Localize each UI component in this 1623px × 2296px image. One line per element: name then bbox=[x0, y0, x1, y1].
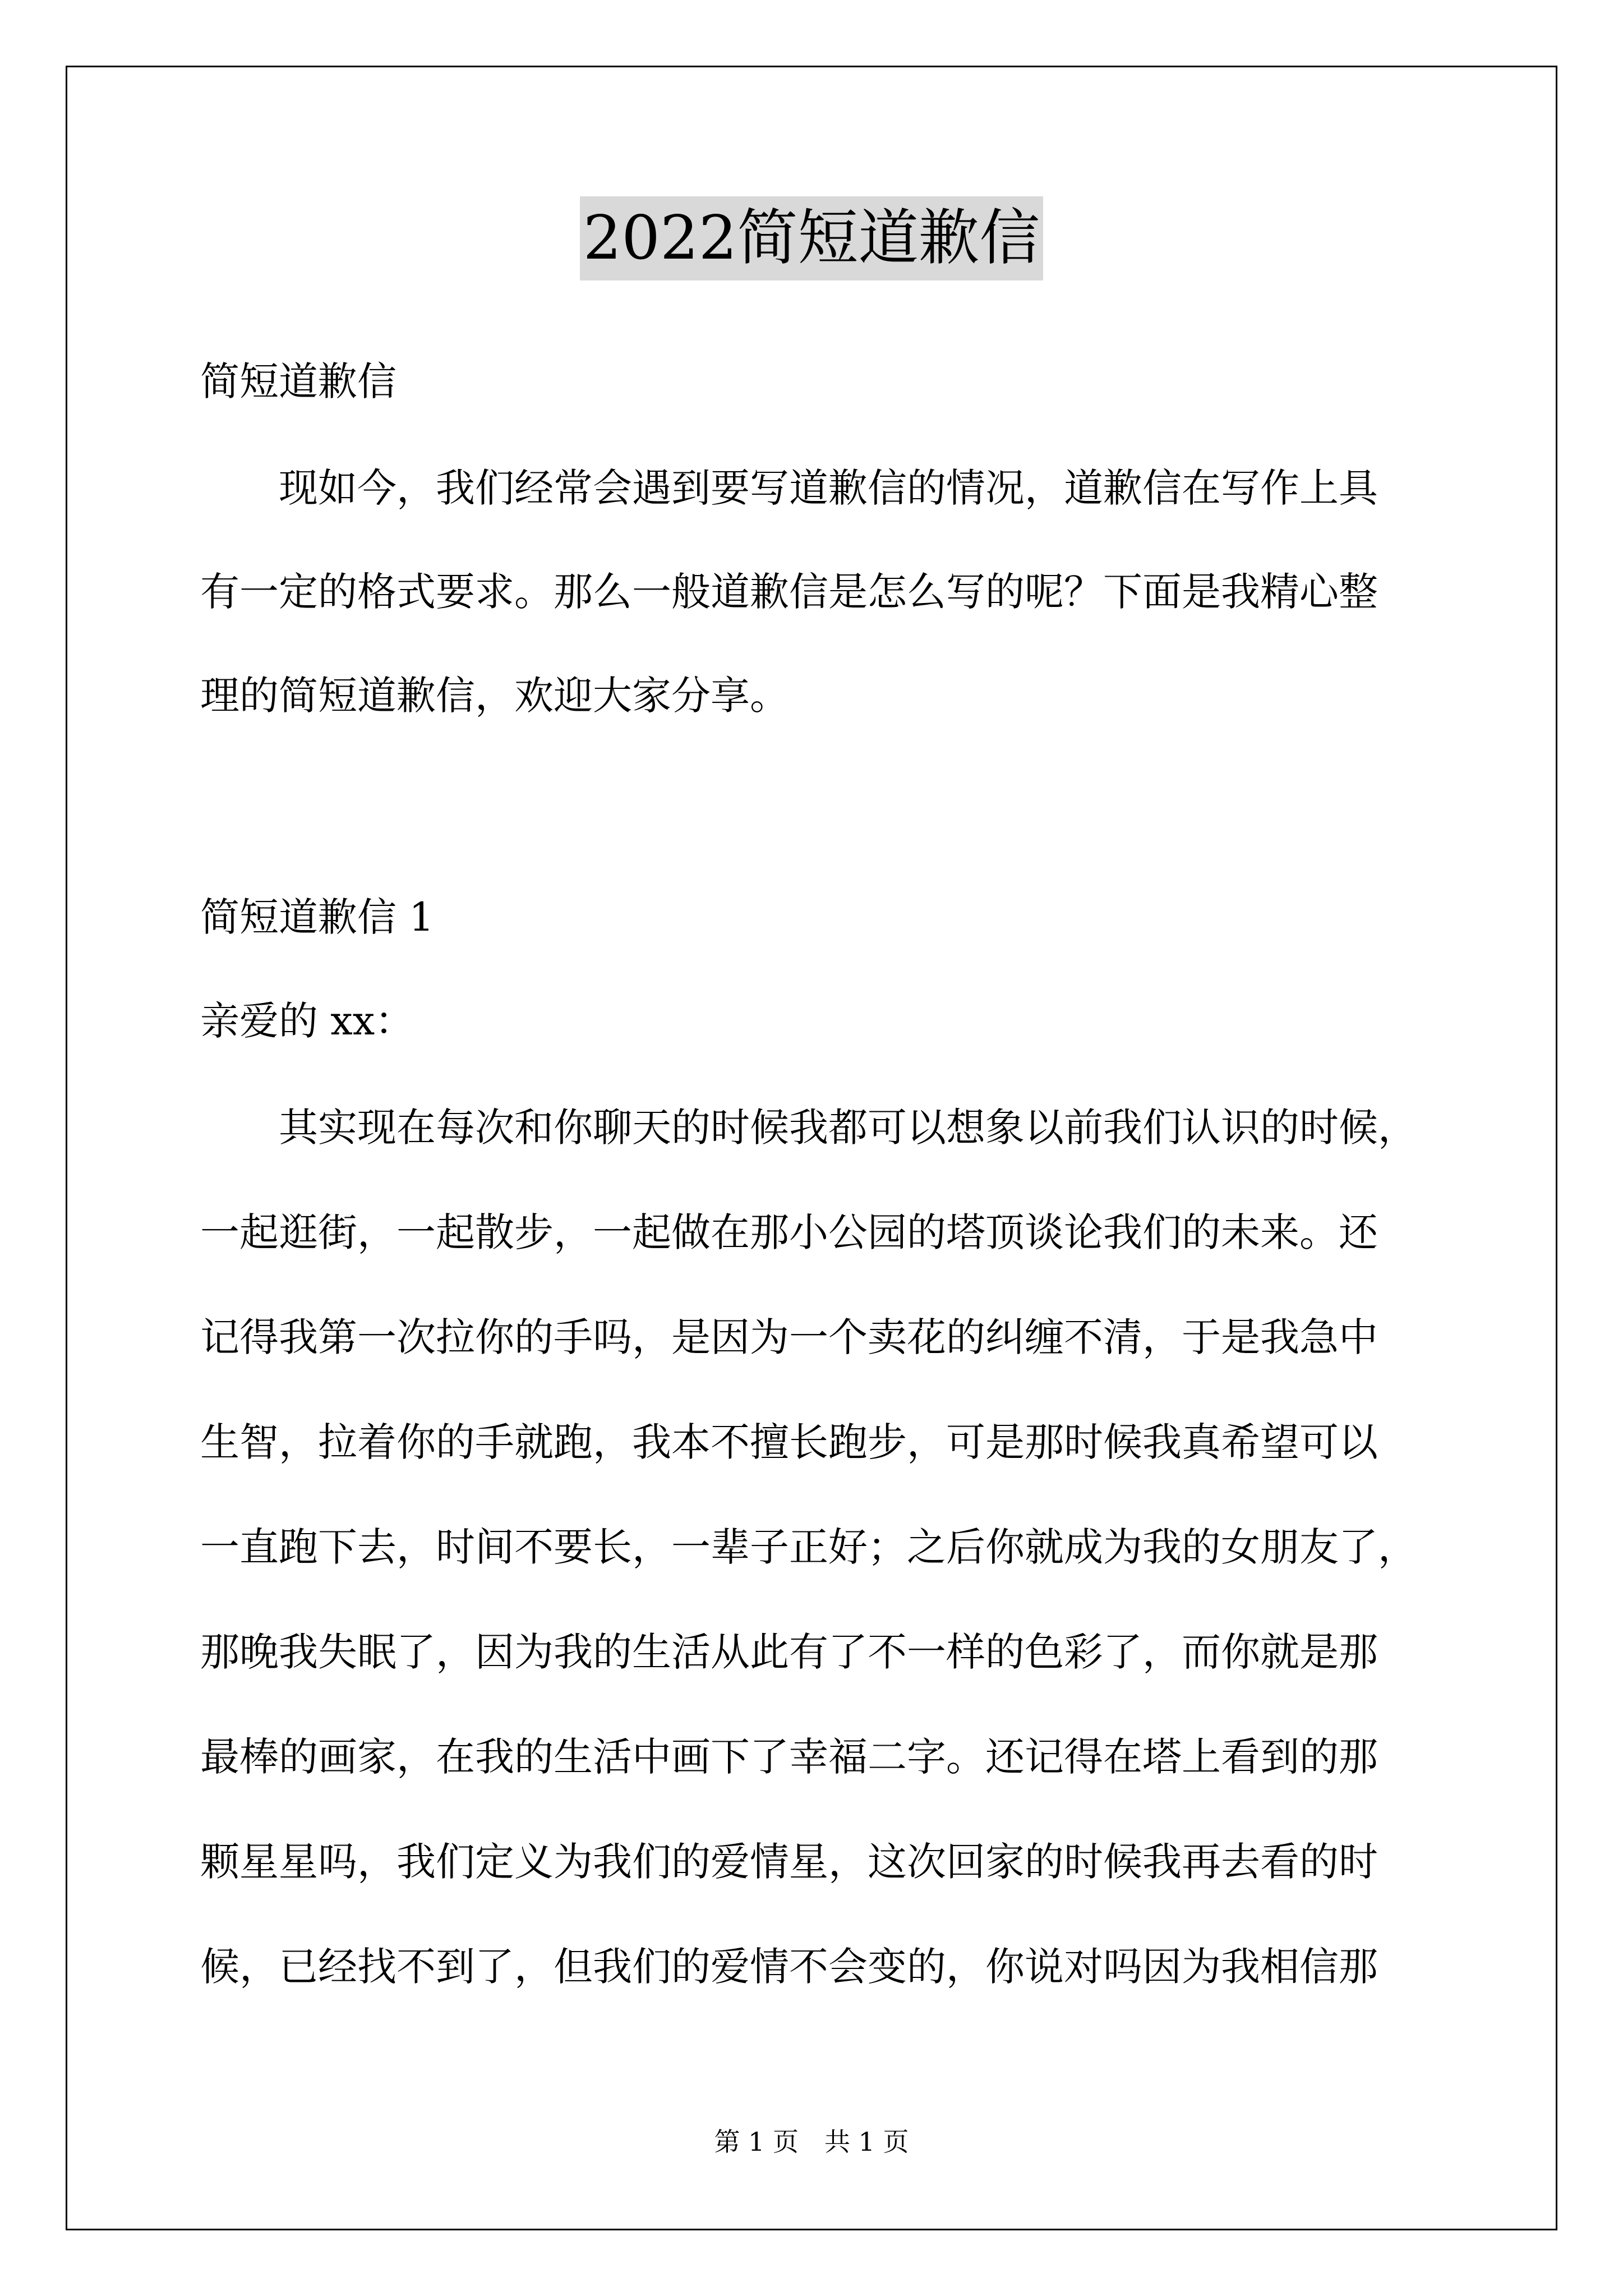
body-line-6: 那晚我失眠了，因为我的生活从此有了不一样的色彩了，而你就是那 bbox=[200, 1629, 1378, 1675]
title-container bbox=[0, 196, 1623, 280]
body-line-9: 候，已经找不到了，但我们的爱情不会变的，你说对吗因为我相信那 bbox=[200, 1944, 1378, 1990]
body-line-5: 一直跑下去，时间不要长，一辈子正好；之后你就成为我的女朋友了， bbox=[200, 1524, 1417, 1570]
document-title: 2022简短道歉信 bbox=[580, 196, 1044, 280]
subtitle: 简短道歉信 bbox=[200, 358, 396, 404]
intro-line-2: 有一定的格式要求。那么一般道歉信是怎么写的呢？下面是我精心整 bbox=[200, 569, 1378, 615]
salutation: 亲爱的 xx： bbox=[200, 998, 414, 1044]
body-line-3: 记得我第一次拉你的手吗，是因为一个卖花的纠缠不清，于是我急中 bbox=[200, 1314, 1378, 1360]
body-line-8: 颗星星吗，我们定义为我们的爱情星，这次回家的时候我再去看的时 bbox=[200, 1839, 1378, 1885]
body-line-1: 其实现在每次和你聊天的时候我都可以想象以前我们认识的时候， bbox=[200, 1105, 1417, 1151]
section-heading: 简短道歉信 1 bbox=[200, 894, 434, 940]
body-line-4: 生智，拉着你的手就跑，我本不擅长跑步，可是那时候我真希望可以 bbox=[200, 1419, 1378, 1465]
page-footer: 第 1 页 共 1 页 bbox=[714, 2127, 909, 2157]
intro-line-3: 理的简短道歉信，欢迎大家分享。 bbox=[200, 673, 789, 719]
intro-line-1: 现如今，我们经常会遇到要写道歉信的情况，道歉信在写作上具 bbox=[200, 465, 1378, 511]
body-line-7: 最棒的画家，在我的生活中画下了幸福二字。还记得在塔上看到的那 bbox=[200, 1734, 1378, 1780]
body-line-2: 一起逛街，一起散步，一起做在那小公园的塔顶谈论我们的未来。还 bbox=[200, 1209, 1378, 1255]
